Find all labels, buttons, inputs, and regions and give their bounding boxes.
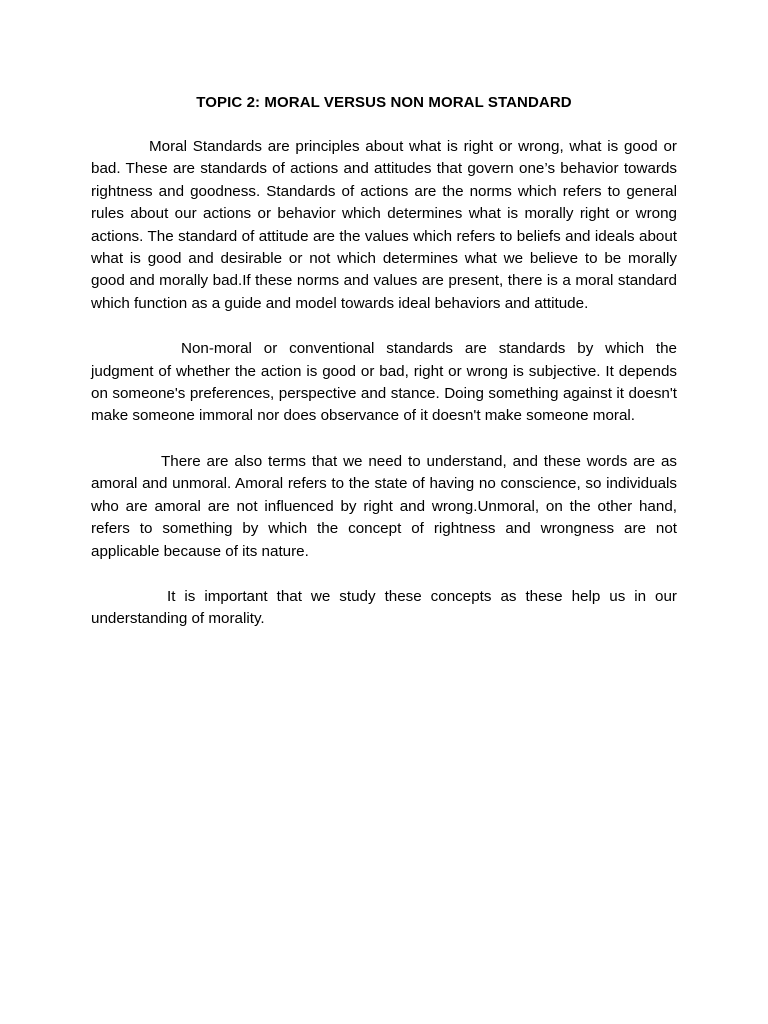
paragraph-non-moral-standards: Non-moral or conventional standards are standards by which the judgment of whether the action is good or bad, right or wrong is subjective. It depends on someone's preferences, perspective and stance. Doing something against it doesn't make someone immoral nor does observance of it doesn't make someone moral. [91,340,677,425]
document-body [91,136,677,654]
paragraph-conclusion: It is important that we study these concepts as these help us in our understanding of morality. [91,587,677,628]
page-title: TOPIC 2: MORAL VERSUS NON MORAL STANDARD [196,94,572,111]
paragraph-amoral-unmoral: There are also terms that we need to understand, and these words are as amoral and unmoral. Amoral refers to the state of having no conscience, so individuals who are amoral are not influenced by right and wrong.Unmoral, on the other hand, refers to something by which the concept of rightness and wrongness are not applicable because of its nature. [91,452,677,560]
paragraph-moral-standards: Moral Standards are principles about what is right or wrong, what is good or bad. These are standards of actions and attitudes that govern one’s behavior towards rightness and goodness. Standards of actions are the norms which refers to general rules about our actions or behavior which determines what is morally right or wrong actions. The standard of attitude are the values which refers to beliefs and ideals about what is good and desirable or not which determines what we believe to be morally good and morally bad.If these norms and values are present, there is a moral standard which function as a guide and model towards ideal behaviors and attitude. [91,138,677,312]
